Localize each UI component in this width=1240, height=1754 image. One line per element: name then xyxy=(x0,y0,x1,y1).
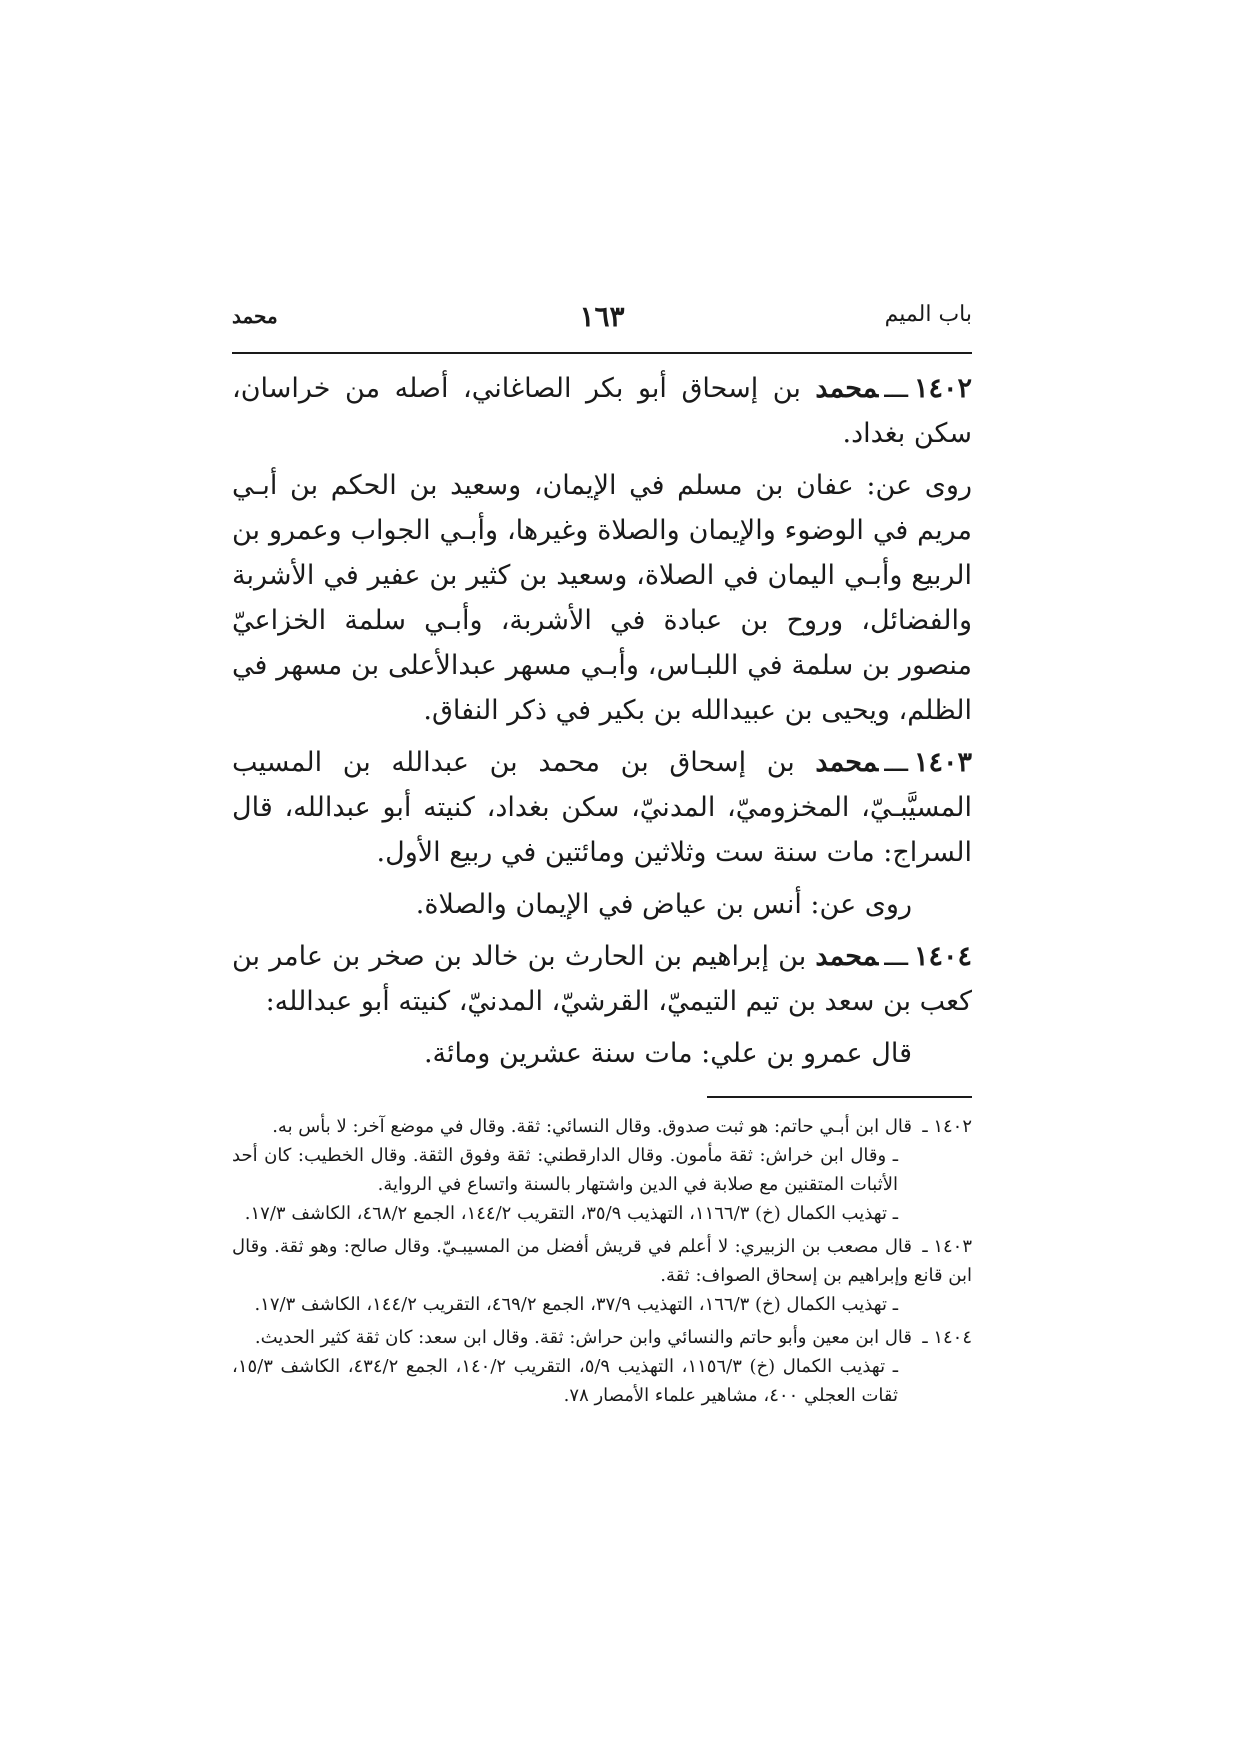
chapter-title: باب الميم xyxy=(884,302,972,327)
entry-paragraph: قال عمرو بن علي: مات سنة عشرين ومائة. xyxy=(423,1038,912,1069)
footnote-number: ١٤٠٤ ـ xyxy=(922,1327,972,1348)
footnote-line: قال ابن أبـي حاتم: هو ثبت صدوق. وقال النسائي: ثقة. وقال في موضع آخر: لا بأس به. xyxy=(272,1116,912,1137)
entry-name: محمد xyxy=(815,747,879,778)
page-number: ١٦٣ xyxy=(579,300,625,333)
main-text xyxy=(232,366,972,1076)
running-header xyxy=(232,300,972,344)
footnote-rule xyxy=(707,1096,972,1098)
entry-name: محمد xyxy=(815,941,879,972)
footnote-line: ـ وقال ابن خراش: ثقة مأمون. وقال الدارقطني: ثقة وفوق الثقة. وقال الخطيب: كان أحد الأثبات المتقنين مع صلابة في الدين واشتهار بالسنة واتساع في الرواية. xyxy=(232,1145,898,1195)
entry-paragraph: روى عن: أنس بن عياض في الإيمان والصلاة. xyxy=(415,889,912,920)
entry-paragraph: روى عن: عفان بن مسلم في الإيمان، وسعيد بن الحكم بن أبـي مريم في الوضوء والإيمان والصلاة وغيرها، وأبـي الجواب وعمرو بن الربيع وأبـي اليمان في الصلاة، وسعيد بن كثير بن عفير في الأشربة والفضائل، وروح بن عبادة في الأشربة، وأبـي سلمة الخزاعيّ منصور بن سلمة في اللبـاس، وأبـي مسهر عبدالأعلى بن مسهر في الظلم، ويحيى بن عبيدالله بن بكير في ذكر النفاق. xyxy=(232,470,972,726)
header-rule xyxy=(232,352,972,354)
entry-intro: بن إسحاق بن محمد بن عبدالله بن المسيب المسيَّبـيّ، المخزوميّ، المدنيّ، سكن بغداد، كنيته أبو عبدالله، قال السراج: مات سنة ست وثلاثين ومائتين في ربيع الأول. xyxy=(232,747,972,868)
footnote-line: ـ تهذيب الكمال (خ) ١١٦٦/٣، التهذيب ٣٥/٩، التقريب ١٤٤/٢، الجمع ٤٦٨/٢، الكاشف ١٧/٣. xyxy=(244,1203,898,1224)
entry-number: ١٤٠٣ xyxy=(913,747,972,778)
footnote-line: ـ تهذيب الكمال (خ) ١٦٦/٣، التهذيب ٣٧/٩، الجمع ٤٦٩/٢، التقريب ١٤٤/٢، الكاشف ١٧/٣. xyxy=(254,1294,898,1315)
entry-number: ١٤٠٤ xyxy=(913,941,972,972)
entry-name: محمد xyxy=(815,373,879,404)
entry-1402: ١٤٠٢ـــمحمد بن إسحاق أبو بكر الصاغاني، أصله من خراسان، سكن بغداد. xyxy=(232,373,972,449)
footnote-line: ـ تهذيب الكمال (خ) ١١٥٦/٣، التهذيب ٥/٩، التقريب ١٤٠/٢، الجمع ٤٣٤/٢، الكاشف ١٥/٣، ثقات العجلي ٤٠٠، مشاهير علماء الأمصار ٧٨. xyxy=(232,1356,898,1406)
footnote-1404 xyxy=(232,1323,972,1410)
footnote-number: ١٤٠٣ ـ xyxy=(922,1236,972,1257)
footnotes xyxy=(232,1112,972,1410)
entry-1403: ١٤٠٣ـــمحمد بن إسحاق بن محمد بن عبدالله بن المسيب المسيَّبـيّ، المخزوميّ، المدنيّ، سكن بغداد، كنيته أبو عبدالله، قال السراج: مات سنة ست وثلاثين ومائتين في ربيع الأول. xyxy=(232,747,972,868)
footnote-number: ١٤٠٢ ـ xyxy=(922,1116,972,1137)
entry-1404: ١٤٠٤ـــمحمد بن إبراهيم بن الحارث بن خالد بن صخر بن عامر بن كعب بن سعد بن تيم التيميّ، القرشيّ، المدنيّ، كنيته أبو عبدالله: xyxy=(232,941,972,1017)
entry-intro: بن إبراهيم بن الحارث بن خالد بن صخر بن عامر بن كعب بن سعد بن تيم التيميّ، القرشيّ، المدنيّ، كنيته أبو عبدالله: xyxy=(232,941,972,1017)
footnote-1402 xyxy=(232,1112,972,1228)
footnote-line: قال مصعب بن الزبيري: لا أعلم في قريش أفضل من المسيبـيّ. وقال صالح: وهو ثقة. وقال ابن قانع وإبراهيم بن إسحاق الصواف: ثقة. xyxy=(232,1236,972,1286)
entry-number: ١٤٠٢ xyxy=(913,373,972,404)
footnote-line: قال ابن معين وأبو حاتم والنسائي وابن حراش: ثقة. وقال ابن سعد: كان ثقة كثير الحديث. xyxy=(254,1327,912,1348)
footnote-1403 xyxy=(232,1232,972,1319)
entry-intro: بن إسحاق أبو بكر الصاغاني، أصله من خراسان، سكن بغداد. xyxy=(232,373,972,449)
running-name: محمد xyxy=(232,304,278,328)
book-page xyxy=(232,300,972,1414)
